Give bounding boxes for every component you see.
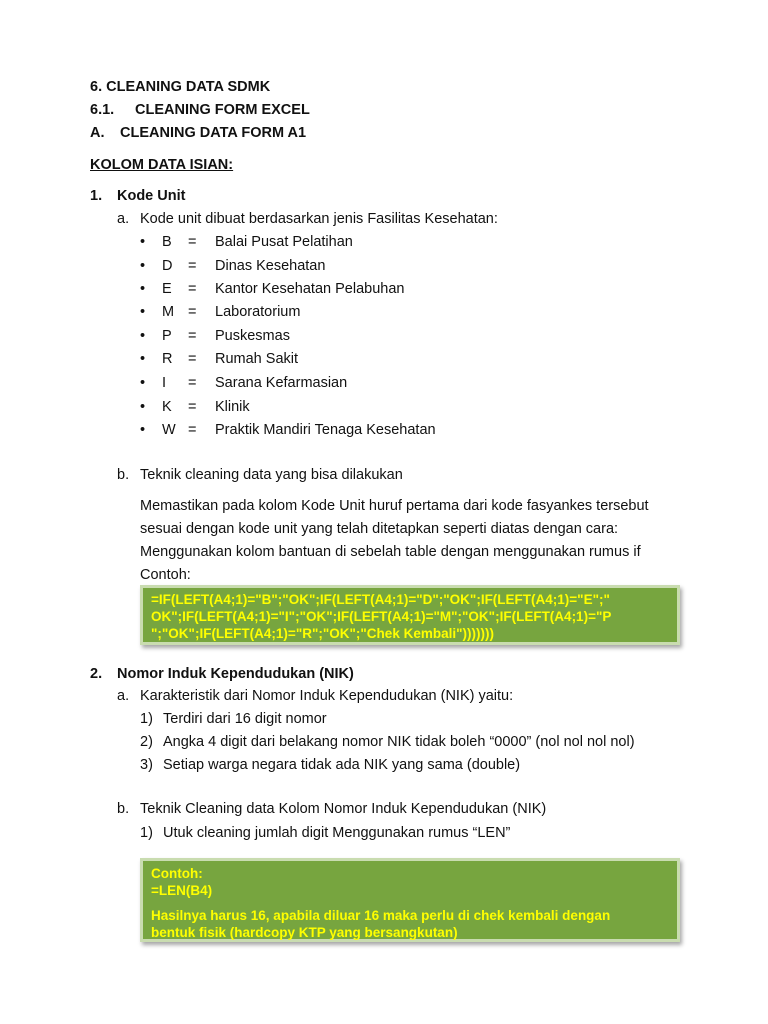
formula-line: =LEN(B4) <box>151 883 213 898</box>
nik-b1-number: 1) <box>140 825 153 841</box>
paragraph-line: sesuai dengan kode unit yang telah ditetapkan seperti diatas dengan cara: <box>140 521 619 537</box>
paragraph-line: Memastikan pada kolom Kode Unit huruf pertama dari kode fasyankes tersebut <box>140 498 649 514</box>
bullet-icon: • <box>140 258 146 274</box>
bullet-icon: • <box>140 399 146 415</box>
heading-a-text: CLEANING DATA FORM A1 <box>120 125 307 141</box>
formula-line: =IF(LEFT(A4;1)="B";"OK";IF(LEFT(A4;1)="D";"OK";IF(LEFT(A4;1)="E";" <box>151 592 610 607</box>
section2-a-text: Karakteristik dari Nomor Induk Kependudukan (NIK) yaitu: <box>140 688 514 704</box>
kode-unit-desc: Rumah Sakit <box>215 351 299 367</box>
paragraph-line: Contoh: <box>140 567 191 583</box>
kode-unit-equals: = <box>188 234 197 250</box>
section1-b-label: b. <box>117 467 130 483</box>
section2-b-label: b. <box>117 801 130 817</box>
kode-unit-desc: Kantor Kesehatan Pelabuhan <box>215 281 405 297</box>
kode-unit-desc: Klinik <box>215 399 250 415</box>
formula-box-len <box>140 858 680 942</box>
formula-line: Hasilnya harus 16, apabila diluar 16 maka perlu di chek kembali dengan <box>151 908 611 923</box>
kode-unit-equals: = <box>188 422 197 438</box>
heading-6-1-text: CLEANING FORM EXCEL <box>135 102 310 118</box>
kode-unit-equals: = <box>188 351 197 367</box>
formula-line: OK";IF(LEFT(A4;1)="I";"OK";IF(LEFT(A4;1)="M";"OK";IF(LEFT(A4;1)="P <box>151 609 612 624</box>
nik-item-text: Setiap warga negara tidak ada NIK yang sama (double) <box>163 757 521 773</box>
nik-item-text: Angka 4 digit dari belakang nomor NIK tidak boleh “0000” (nol nol nol nol) <box>163 734 635 750</box>
heading-a-letter: A. <box>90 125 105 141</box>
nik-item-text: Terdiri dari 16 digit nomor <box>163 711 327 727</box>
kode-unit-code: R <box>162 351 173 367</box>
kode-unit-equals: = <box>188 328 197 344</box>
kode-unit-desc: Balai Pusat Pelatihan <box>215 234 353 250</box>
kode-unit-equals: = <box>188 304 197 320</box>
nik-item-number: 1) <box>140 711 153 727</box>
heading-a <box>90 124 307 142</box>
formula-line: bentuk fisik (hardcopy KTP yang bersangkutan) <box>151 925 458 940</box>
section1-a-text: Kode unit dibuat berdasarkan jenis Fasilitas Kesehatan: <box>140 211 498 227</box>
kode-unit-code: I <box>162 375 167 391</box>
bullet-icon: • <box>140 351 146 367</box>
nik-item-number: 3) <box>140 757 153 773</box>
bullet-icon: • <box>140 234 146 250</box>
kode-unit-code: K <box>162 399 172 415</box>
nik-item-number: 2) <box>140 734 153 750</box>
bullet-icon: • <box>140 281 146 297</box>
kode-unit-desc: Sarana Kefarmasian <box>215 375 348 391</box>
heading-6: 6. CLEANING DATA SDMK <box>90 79 271 95</box>
section2-title: Nomor Induk Kependudukan (NIK) <box>117 666 354 682</box>
kode-unit-equals: = <box>188 399 197 415</box>
kode-unit-desc: Dinas Kesehatan <box>215 258 326 274</box>
bullet-icon: • <box>140 375 146 391</box>
paragraph-line: Menggunakan kolom bantuan di sebelah table dengan menggunakan rumus if <box>140 544 641 560</box>
bullet-icon: • <box>140 328 146 344</box>
heading-6-1 <box>90 101 310 119</box>
kode-unit-code: B <box>162 234 172 250</box>
formula-line: Contoh: <box>151 866 203 881</box>
section1-title: Kode Unit <box>117 188 186 204</box>
section2-b-text: Teknik Cleaning data Kolom Nomor Induk Kependudukan (NIK) <box>140 801 547 817</box>
kode-unit-equals: = <box>188 281 197 297</box>
bullet-icon: • <box>140 422 146 438</box>
kode-unit-code: E <box>162 281 172 297</box>
kolom-data-isian-heading: KOLOM DATA ISIAN: <box>90 157 234 173</box>
kode-unit-code: W <box>162 422 176 438</box>
kode-unit-code: D <box>162 258 173 274</box>
formula-line: ";"OK";IF(LEFT(A4;1)="R";"OK";"Chek Kembali"))))))) <box>151 626 494 641</box>
kode-unit-code: P <box>162 328 172 344</box>
kode-unit-equals: = <box>188 258 197 274</box>
section1-number: 1. <box>90 188 103 204</box>
kode-unit-desc: Puskesmas <box>215 328 290 344</box>
formula-box-if <box>140 585 680 645</box>
section2-number: 2. <box>90 666 103 682</box>
kode-unit-code: M <box>162 304 175 320</box>
kode-unit-desc: Praktik Mandiri Tenaga Kesehatan <box>215 422 436 438</box>
bullet-icon: • <box>140 304 146 320</box>
section1-a-label: a. <box>117 211 130 227</box>
kode-unit-desc: Laboratorium <box>215 304 301 320</box>
section2-a-label: a. <box>117 688 130 704</box>
kode-unit-equals: = <box>188 375 197 391</box>
nik-b1-text: Utuk cleaning jumlah digit Menggunakan rumus “LEN” <box>163 825 511 841</box>
section1-b-text: Teknik cleaning data yang bisa dilakukan <box>140 467 403 483</box>
heading-6-1-number: 6.1. <box>90 102 115 118</box>
